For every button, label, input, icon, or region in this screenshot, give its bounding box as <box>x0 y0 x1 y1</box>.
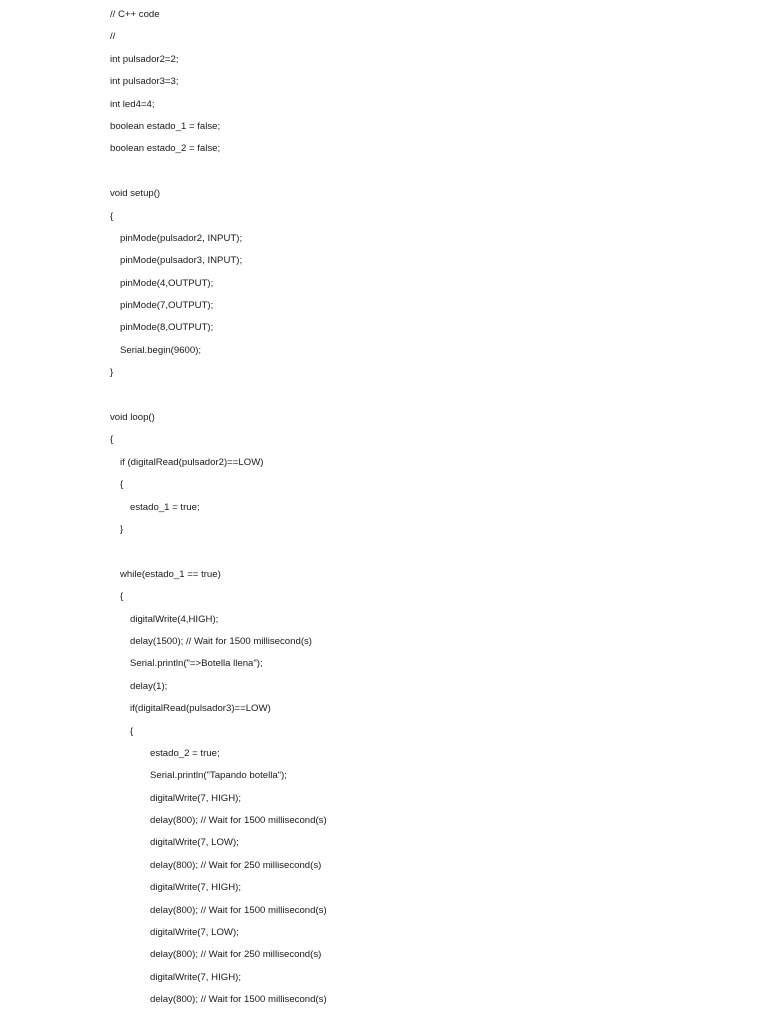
blank-line <box>110 161 750 183</box>
code-line: int pulsador3=3; <box>110 76 179 88</box>
code-line: int pulsador2=2; <box>110 53 179 65</box>
code-line: digitalWrite(7, LOW); <box>150 837 239 849</box>
code-line: if (digitalRead(pulsador2)==LOW) <box>120 456 264 468</box>
code-line: } <box>120 523 124 535</box>
code-line: Serial.println("Tapando botella"); <box>150 770 287 782</box>
code-line: delay(1500); // Wait for 1500 millisecond(s) <box>130 635 312 647</box>
code-line: delay(800); // Wait for 1500 millisecond(s) <box>150 904 327 916</box>
code-line: pinMode(4,OUTPUT); <box>120 277 214 289</box>
code-line: pinMode(7,OUTPUT); <box>120 300 214 312</box>
code-line: Serial.begin(9600); <box>120 344 202 356</box>
code-line: digitalWrite(7, LOW); <box>150 927 239 939</box>
code-line: { <box>120 479 124 491</box>
code-line: Serial.println("=>Botella llena"); <box>130 658 263 670</box>
code-line: pinMode(pulsador3, INPUT); <box>120 255 243 267</box>
code-line: // <box>110 31 116 43</box>
code-line: boolean estado_1 = false; <box>110 120 221 132</box>
code-line: { <box>120 591 124 603</box>
code-line: digitalWrite(7, HIGH); <box>150 792 241 804</box>
code-line: { <box>130 725 134 737</box>
code-line: estado_2 = true; <box>150 747 220 759</box>
blank-line <box>110 541 750 563</box>
code-line: void setup() <box>110 188 161 200</box>
code-line: boolean estado_2 = false; <box>110 143 221 155</box>
code-line: { <box>110 210 114 222</box>
code-line: delay(800); // Wait for 250 millisecond(s) <box>150 949 322 961</box>
code-line: delay(1); <box>130 680 168 692</box>
code-line: while(estado_1 == true) <box>120 568 221 580</box>
code-line: int led4=4; <box>110 98 155 110</box>
code-line: delay(800); // Wait for 1500 millisecond(s) <box>150 815 327 827</box>
code-line: digitalWrite(7, HIGH); <box>150 971 241 983</box>
code-line: void loop() <box>110 412 155 424</box>
code-line: if(digitalRead(pulsador3)==LOW) <box>130 703 271 715</box>
code-line: // C++ code <box>110 9 160 20</box>
code-line: delay(800); // Wait for 1500 millisecond(s) <box>150 994 327 1006</box>
code-line: digitalWrite(4,HIGH); <box>130 613 219 625</box>
blank-line <box>110 385 750 407</box>
code-line: { <box>110 434 114 446</box>
code-line: pinMode(pulsador2, INPUT); <box>120 232 243 244</box>
code-line: pinMode(8,OUTPUT); <box>120 322 214 334</box>
code-listing <box>110 4 750 1012</box>
code-line: digitalWrite(7, HIGH); <box>150 882 241 894</box>
code-line: delay(800); // Wait for 250 millisecond(s) <box>150 859 322 871</box>
code-line: estado_1 = true; <box>130 501 200 513</box>
code-line: } <box>110 367 114 379</box>
